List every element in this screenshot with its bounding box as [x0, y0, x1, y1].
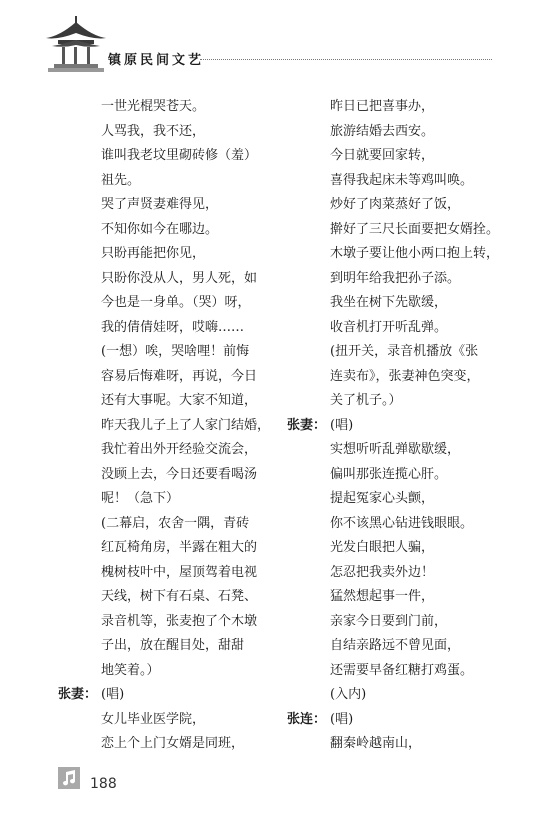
text-line [58, 659, 280, 684]
text-line [287, 95, 519, 120]
text-line [58, 193, 280, 218]
line-text: 槐树枝叶中，屋顶驾着电视 [101, 564, 258, 580]
music-note-glyph [58, 767, 80, 789]
text-line [58, 561, 280, 586]
text-line [58, 242, 280, 267]
line-text: (唱) [330, 417, 354, 433]
line-text: 子出，放在醒目处，甜甜 [101, 638, 245, 653]
text-line [287, 561, 519, 586]
text-line [58, 267, 280, 292]
text-line [287, 316, 519, 341]
right-column [287, 95, 519, 757]
text-line [58, 732, 280, 757]
line-text: 我的倩倩娃呀，哎嗨…… [101, 319, 245, 335]
text-line [287, 365, 519, 390]
text-line [58, 512, 280, 537]
line-text: 谁叫我老坟里砌砖修（羞） [101, 148, 258, 163]
header-rule [200, 59, 492, 60]
line-text: 我坐在树下先歇缓， [330, 295, 448, 310]
line-text: 昨天我儿子上了人家门结婚， [101, 417, 271, 433]
line-text: (扭开关，录音机播放《张 [330, 344, 479, 359]
line-text: 容易后悔难呀，再说，今日 [101, 368, 258, 384]
line-text: 猛然想起事一件， [330, 589, 435, 604]
line-text: 今日就要回家转， [330, 148, 435, 163]
text-line [287, 634, 519, 659]
line-text: (一想）唉，哭啥哩！前悔 [101, 344, 250, 359]
text-line [287, 169, 519, 194]
text-line [287, 120, 519, 145]
line-text: (入内) [330, 687, 367, 702]
line-text: 只盼你没从人，男人死，如 [101, 270, 258, 286]
line-text: 偏叫那张连揽心肝。 [330, 466, 448, 482]
text-line [58, 120, 280, 145]
text-line [287, 463, 519, 488]
text-line [58, 634, 280, 659]
line-text: 人骂我，我不还， [101, 123, 206, 139]
text-line [58, 708, 280, 733]
text-line [287, 291, 519, 316]
line-text: 恋上个上门女婿是同班， [101, 736, 245, 751]
line-text: 喜得我起床未等鸡叫唤。 [330, 172, 474, 188]
line-text: (二幕启，农舍一隅，青砖 [101, 515, 250, 531]
text-line [58, 487, 280, 512]
book-title: 镇原民间文艺 [108, 53, 205, 68]
text-line [287, 267, 519, 292]
text-line [287, 340, 519, 365]
text-line [58, 316, 280, 341]
speaker-label: 张妻： [287, 417, 327, 433]
line-text: (唱) [330, 711, 354, 727]
line-text: 木墩子要让他小两口抱上转， [330, 246, 500, 261]
line-text: 光发白眼把人骗， [330, 540, 435, 555]
line-text: 擀好了三尺长面要把女婿拴。 [330, 221, 500, 237]
text-line [58, 414, 280, 439]
text-line [58, 536, 280, 561]
line-text: 实想听听乱弹歇歇缓， [330, 442, 461, 457]
line-text: (唱) [101, 687, 125, 702]
text-line [287, 438, 519, 463]
line-text: 呢！（急下） [101, 491, 180, 506]
text-line [58, 389, 280, 414]
text-line [287, 218, 519, 243]
text-line [287, 610, 519, 635]
line-text: 亲家今日要到门前， [330, 613, 448, 629]
line-text: 地笑着。） [101, 662, 160, 678]
line-text: 一世光棍哭苍天。 [101, 99, 206, 114]
line-text: 不知你如今在哪边。 [101, 221, 219, 237]
line-text: 怎忍把我卖外边！ [330, 564, 435, 580]
line-text: 哭了声贤妻难得见， [101, 197, 219, 212]
text-line [287, 585, 519, 610]
page-header [0, 0, 551, 80]
line-text: 到明年给我把孙子添。 [330, 270, 461, 286]
line-text: 连卖布》，张妻神色突变， [330, 368, 480, 384]
line-text: 收音机打开听乱弹。 [330, 319, 448, 335]
text-line [58, 291, 280, 316]
text-line [287, 683, 519, 708]
text-line [58, 95, 280, 120]
line-text: 翻秦岭越南山， [330, 736, 422, 751]
line-text: 还需要早备红糖打鸡蛋。 [330, 662, 474, 678]
text-line [287, 512, 519, 537]
text-line [58, 218, 280, 243]
text-line [287, 732, 519, 757]
line-text: 天线，树下有石桌、石凳、 [101, 589, 258, 604]
music-note-icon [58, 767, 80, 789]
line-text: 只盼再能把你见， [101, 246, 206, 261]
text-line [58, 169, 280, 194]
speaker-label: 张妻： [58, 687, 98, 702]
text-line [287, 144, 519, 169]
text-line [287, 193, 519, 218]
text-line [287, 389, 519, 414]
speaker-label: 张连： [287, 711, 327, 727]
line-text: 还有大事呢。大家不知道， [101, 393, 258, 408]
page-number: 188 [90, 776, 117, 792]
text-line [58, 340, 280, 365]
text-line [58, 365, 280, 390]
pavilion-icon [44, 16, 108, 74]
line-text: 提起冤家心头颤， [330, 491, 435, 506]
text-line [287, 414, 519, 439]
line-text: 炒好了肉菜蒸好了饭， [330, 197, 461, 212]
text-line [58, 610, 280, 635]
line-text: 录音机等，张麦抱了个木墩 [101, 613, 258, 629]
text-line [58, 463, 280, 488]
line-text: 红瓦椅角房，半露在粗大的 [101, 540, 258, 555]
left-column [58, 95, 280, 757]
text-line [287, 708, 519, 733]
text-line [287, 536, 519, 561]
line-text: 我忙着出外开经验交流会， [101, 442, 258, 457]
text-line [287, 659, 519, 684]
line-text: 昨日已把喜事办， [330, 99, 435, 114]
text-line [58, 683, 280, 708]
line-text: 今也是一身单。（哭）呀， [101, 295, 251, 310]
text-line [287, 487, 519, 512]
line-text: 自结亲路远不曾见面， [330, 638, 461, 653]
text-line [287, 242, 519, 267]
line-text: 女儿毕业医学院， [101, 711, 206, 727]
line-text: 你不该黑心钻进钱眼眼。 [330, 515, 474, 531]
line-text: 祖先。 [101, 172, 141, 188]
line-text: 关了机子。） [330, 393, 402, 408]
text-line [58, 585, 280, 610]
text-line [58, 438, 280, 463]
line-text: 没顾上去，今日还要看喝汤 [101, 466, 258, 482]
text-line [58, 144, 280, 169]
line-text: 旅游结婚去西安。 [330, 123, 435, 139]
